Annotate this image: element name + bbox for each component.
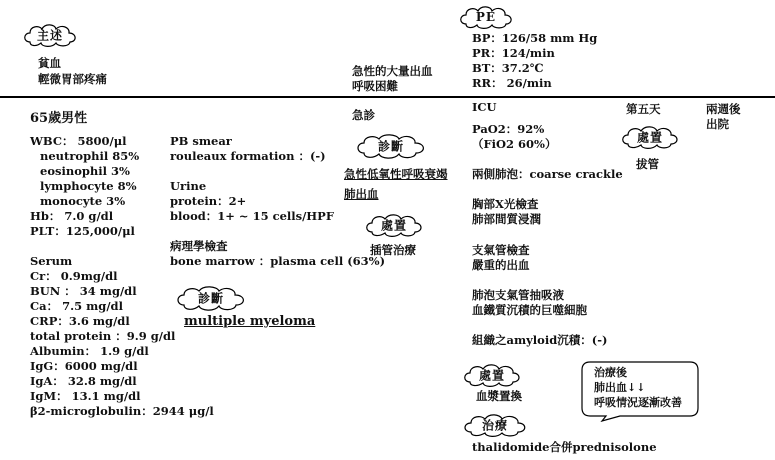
acute-event-line: 急性的大量出血 — [352, 64, 433, 78]
treatment-cloud-2 — [620, 124, 680, 150]
urine-line: protein：2+ — [170, 194, 247, 208]
lab-value: neutrophil 85% — [40, 149, 140, 163]
treatment-cloud-1 — [364, 212, 424, 238]
therapy-cloud — [462, 412, 528, 438]
cloud-label: 診斷 — [197, 291, 224, 306]
day5-label: 第五天 — [626, 102, 661, 116]
callout-line: 治療後 — [594, 366, 627, 379]
acute-event-line: 呼吸困難 — [352, 79, 398, 93]
er-label: 急診 — [352, 108, 375, 122]
lab-value: IgG：6000 mg/dl — [30, 359, 138, 373]
pathology-line: bone marrow ：plasma cell (63%) — [170, 254, 386, 268]
finding-line: 胸部X光檢查 — [472, 197, 539, 211]
treatment-cloud-3 — [462, 362, 522, 388]
cloud-label: 主述 — [36, 28, 63, 43]
lab-value: Cr： 0.9mg/dl — [30, 269, 118, 283]
cloud-label: 處置 — [478, 368, 505, 383]
urine-line: blood：1+ ~ 15 cells/HPF — [170, 209, 334, 223]
therapy-text: thalidomide合併prednisolone — [472, 440, 657, 454]
plasmapheresis-label: 血漿置換 — [476, 389, 522, 403]
pb-smear-line: rouleaux formation ：(-) — [170, 149, 326, 163]
patient-label: 65歲男性 — [30, 111, 88, 126]
pe-cloud — [458, 4, 514, 30]
diagnosis-multiple-myeloma: multiple myeloma — [184, 314, 316, 329]
pao2-line: PaO2：92% — [472, 122, 545, 136]
cbc-labs — [30, 134, 139, 239]
cloud-label: 診斷 — [377, 139, 404, 154]
outcome-callout — [580, 360, 700, 420]
lab-value: Hb： 7.0 g/dl — [30, 209, 114, 223]
lab-value: IgM： 13.1 mg/dl — [30, 389, 141, 403]
lab-value: eosinophil 3% — [40, 164, 130, 178]
callout-line: 肺出血↓↓ — [594, 381, 646, 394]
cloud-label: 治療 — [481, 418, 508, 433]
cloud-label: 處置 — [380, 218, 407, 233]
lab-value: lymphocyte 8% — [40, 179, 137, 193]
finding-line: 兩側肺泡：coarse crackle — [472, 167, 623, 181]
diagnosis-cloud-2 — [354, 132, 428, 160]
lab-value: Ca： 7.5 mg/dl — [30, 299, 123, 313]
lab-value: BUN ： 34 mg/dl — [30, 284, 137, 298]
pe-vital: PR：124/min — [472, 46, 555, 60]
chief-complaint-line: 貧血 — [38, 56, 61, 70]
cloud-label: PE — [475, 10, 497, 24]
cloud-label: 處置 — [636, 130, 663, 145]
finding-line: 嚴重的出血 — [472, 258, 530, 272]
callout-line: 呼吸情況逐漸改善 — [594, 396, 682, 409]
diagnosis-pulmonary-hemorrhage: 肺出血 — [344, 187, 379, 201]
intubation-label: 插管治療 — [370, 243, 416, 257]
lab-value: monocyte 3% — [40, 194, 126, 208]
pb-smear-line: PB smear — [170, 134, 232, 148]
icu-label: ICU — [472, 100, 497, 114]
lab-value: β2-microglobulin：2944 μg/l — [30, 404, 214, 418]
two-weeks-line: 出院 — [706, 117, 729, 131]
pe-vital: BP：126/58 mm Hg — [472, 31, 598, 45]
lab-value: WBC： 5800/μl — [30, 134, 127, 148]
pe-vital: RR： 26/min — [472, 76, 552, 90]
lab-value: PLT：125,000/μl — [30, 224, 135, 238]
lab-value: Serum — [30, 254, 73, 268]
finding-line: 支氣管檢查 — [472, 243, 530, 257]
finding-line: 組織之amyloid沉積：(-) — [472, 333, 608, 347]
chief-complaint-line: 輕微胃部疼痛 — [38, 72, 107, 86]
finding-line: 血鐵質沉積的巨噬細胞 — [472, 303, 587, 317]
two-weeks-line: 兩週後 — [706, 102, 741, 116]
pathology-line: 病理學檢查 — [170, 239, 228, 253]
lab-value: Albumin： 1.9 g/dl — [30, 344, 149, 358]
pe-vital: BT：37.2℃ — [472, 61, 544, 75]
lab-value: total protein ：9.9 g/dl — [30, 329, 176, 343]
diagnosis-respiratory-failure: 急性低氧性呼吸衰竭 — [344, 167, 448, 181]
extubation-label: 拔管 — [636, 157, 659, 171]
pao2-line: （FiO2 60%） — [472, 137, 557, 151]
chief-complaint-cloud — [22, 22, 78, 48]
lab-value: IgA： 32.8 mg/dl — [30, 374, 137, 388]
finding-line: 肺部間質浸潤 — [472, 212, 541, 226]
divider — [0, 96, 775, 98]
urine-line: Urine — [170, 179, 207, 193]
finding-line: 肺泡支氣管抽吸液 — [472, 288, 564, 302]
serum-labs — [30, 254, 214, 419]
lab-value: CRP：3.6 mg/dl — [30, 314, 130, 328]
